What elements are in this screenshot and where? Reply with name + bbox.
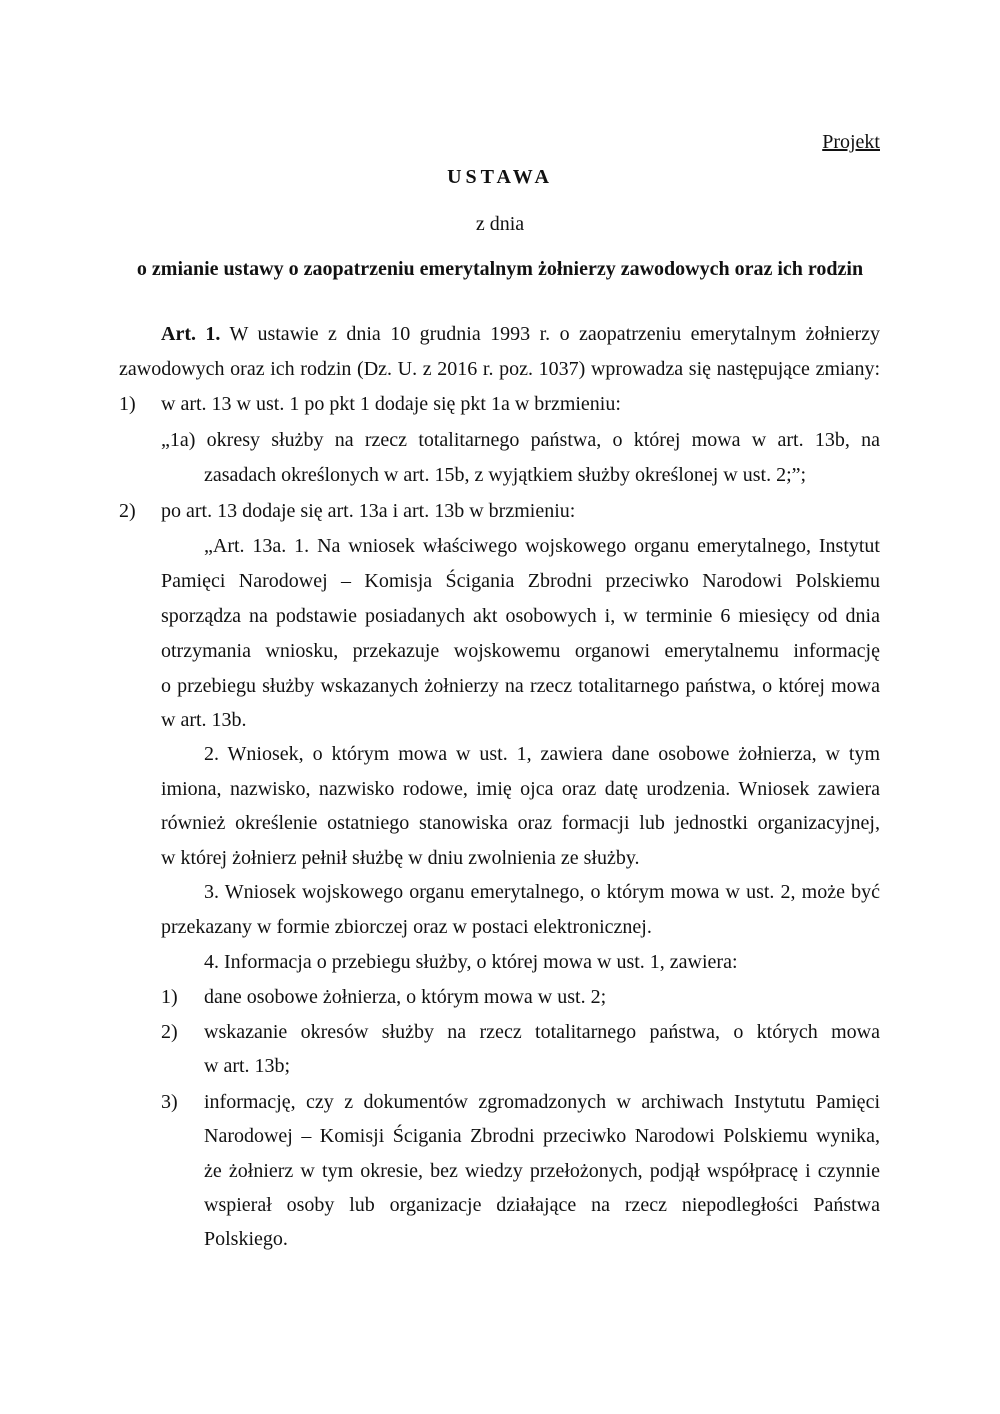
art13a-item-line: dane osobowe żołnierza, o którym mowa w ust. 2; bbox=[204, 986, 607, 1008]
art1-second-line: zawodowych oraz ich rodzin (Dz. U. z 2016 r. poz. 1037) wprowadza się następujące zmiany: bbox=[119, 358, 880, 380]
art1-point-text: po art. 13 dodaje się art. 13a i art. 13b w brzmieniu: bbox=[161, 500, 576, 522]
art13a-item-line: wspierał osoby lub organizacje działające na rzecz niepodległości Państwa bbox=[204, 1194, 880, 1216]
art13a-para2-line: 2. Wniosek, o którym mowa w ust. 1, zawiera dane osobowe żołnierza, w tym bbox=[204, 743, 880, 765]
art13a-item-line: że żołnierz w tym okresie, bez wiedzy przełożonych, podjął współpracę i czynnie bbox=[204, 1160, 880, 1182]
art13a-item-line: Narodowej – Komisji Ścigania Zbrodni przeciwko Narodowi Polskiemu wynika, bbox=[204, 1125, 880, 1147]
quote-1a-line1: „1a) okresy służby na rzecz totalitarnego państwa, o której mowa w art. 13b, na bbox=[161, 429, 880, 451]
art13a-item-number: 3) bbox=[161, 1091, 178, 1113]
art13a-item-line: w art. 13b; bbox=[204, 1055, 291, 1077]
art13a-para2-line: w której żołnierz pełnił służbę w dniu zwolnienia ze służby. bbox=[161, 847, 640, 869]
art13a-para1-line: „Art. 13a. 1. Na wniosek właściwego wojskowego organu emerytalnego, Instytut bbox=[204, 535, 880, 557]
art13a-para3-line: przekazany w formie zbiorczej oraz w postaci elektronicznej. bbox=[161, 916, 652, 938]
art13a-item-number: 2) bbox=[161, 1021, 178, 1043]
art13a-para2-line: również określenie ostatniego stanowiska oraz formacji lub jednostki organizacyjnej, bbox=[161, 812, 880, 834]
art13a-item-line: wskazanie okresów służby na rzecz totalitarnego państwa, o których mowa bbox=[204, 1021, 880, 1043]
art1-label: Art. 1. bbox=[161, 323, 221, 345]
art1-first-line bbox=[161, 322, 880, 346]
art13a-para4-intro: 4. Informacja o przebiegu służby, o której mowa w ust. 1, zawiera: bbox=[204, 951, 738, 973]
art13a-para1-line: w art. 13b. bbox=[161, 709, 247, 731]
document-subject: o zmianie ustawy o zaopatrzeniu emerytalnym żołnierzy zawodowych oraz ich rodzin bbox=[136, 258, 864, 280]
art1-point-number: 1) bbox=[119, 393, 136, 415]
art13a-para1-line: sporządza na podstawie posiadanych akt osobowych i, w terminie 6 miesięcy od dnia bbox=[161, 605, 880, 627]
art13a-para1-line: otrzymania wniosku, przekazuje wojskowemu organowi emerytalnemu informację bbox=[161, 640, 880, 662]
art13a-para1-line: Pamięci Narodowej – Komisja Ścigania Zbrodni przeciwko Narodowi Polskiemu bbox=[161, 570, 880, 592]
art13a-item-line: Polskiego. bbox=[204, 1228, 288, 1250]
draft-label: Projekt bbox=[822, 131, 880, 153]
art1-line1-text: W ustawie z dnia 10 grudnia 1993 r. o zaopatrzeniu emerytalnym żołnierzy bbox=[229, 323, 881, 345]
document-type-title: USTAWA bbox=[447, 166, 553, 188]
art13a-para1-line: o przebiegu służby wskazanych żołnierzy na rzecz totalitarnego państwa, o której mowa bbox=[161, 675, 880, 697]
art13a-para3-line: 3. Wniosek wojskowego organu emerytalnego, o którym mowa w ust. 2, może być bbox=[204, 881, 880, 903]
quote-1a-line2: zasadach określonych w art. 15b, z wyjątkiem służby określonej w ust. 2;”; bbox=[204, 464, 807, 486]
art1-point-number: 2) bbox=[119, 500, 136, 522]
art13a-item-number: 1) bbox=[161, 986, 178, 1008]
art13a-item-line: informację, czy z dokumentów zgromadzonych w archiwach Instytutu Pamięci bbox=[204, 1091, 880, 1113]
art13a-para2-line: imiona, nazwisko, nazwisko rodowe, imię ojca oraz datę urodzenia. Wniosek zawiera bbox=[161, 778, 880, 800]
date-line: z dnia bbox=[475, 213, 525, 235]
art1-point-text: w art. 13 w ust. 1 po pkt 1 dodaje się pkt 1a w brzmieniu: bbox=[161, 393, 621, 415]
